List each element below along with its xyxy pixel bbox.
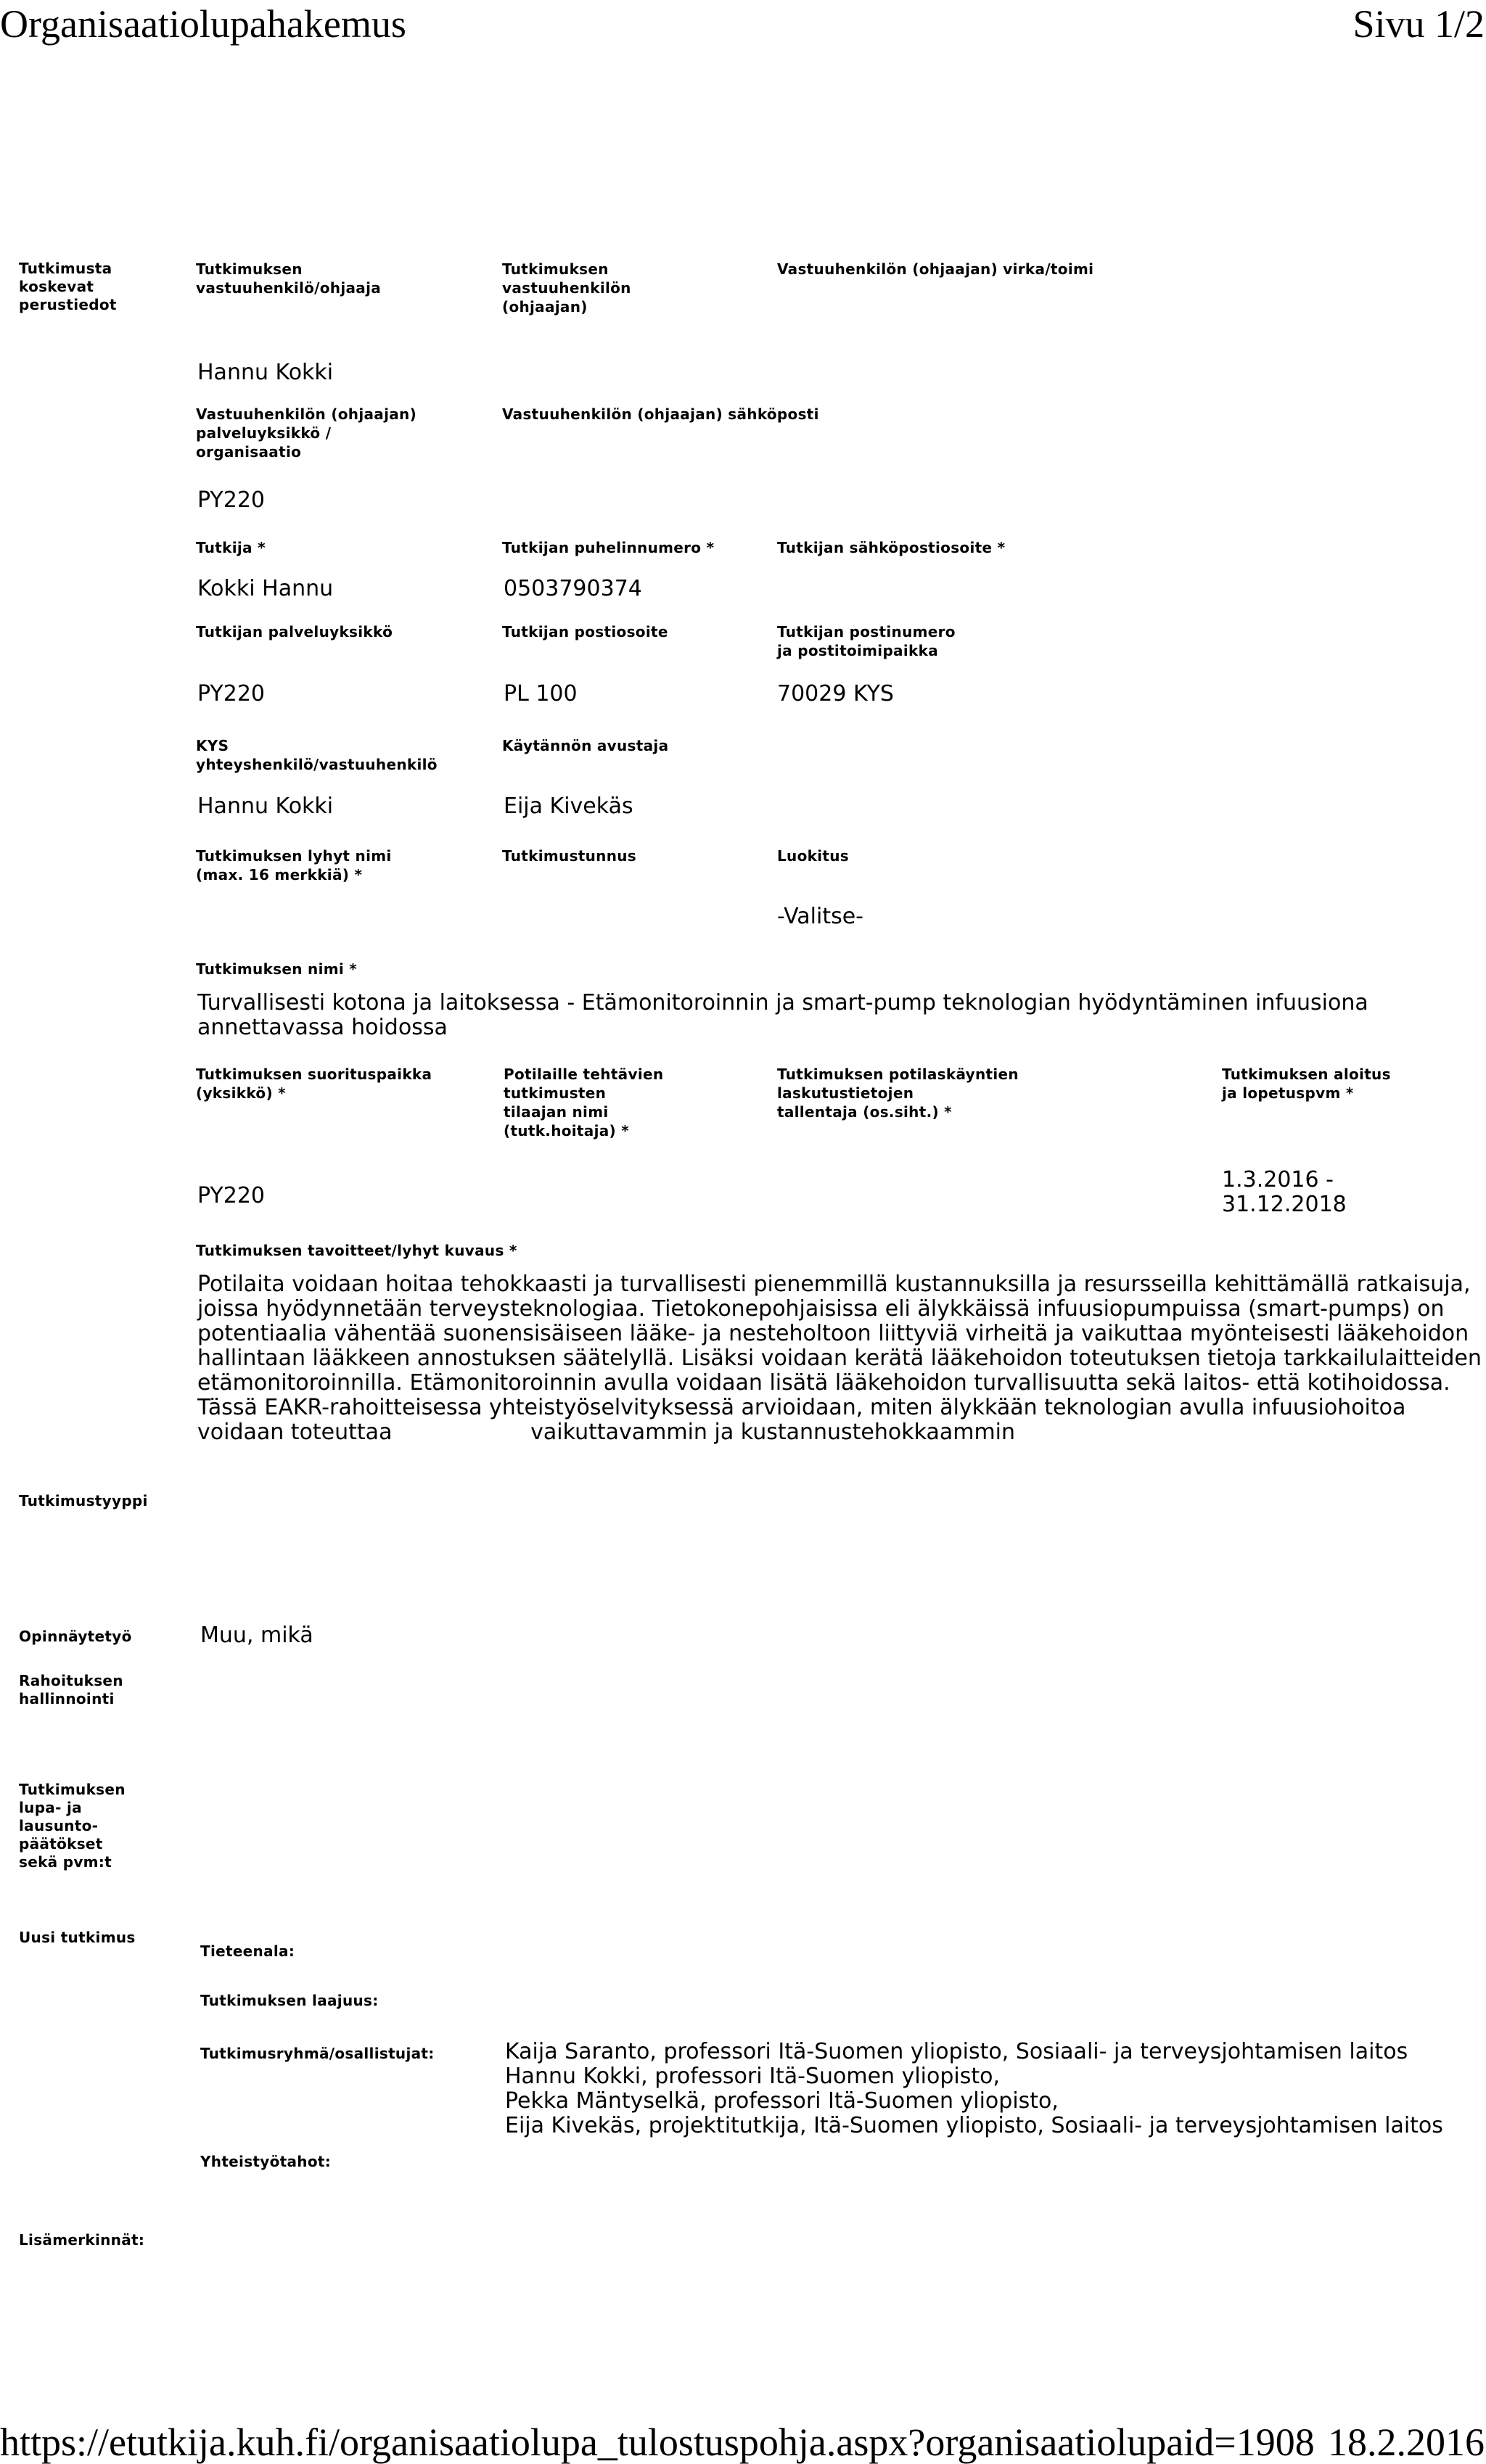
label-research-name: Tutkimuksen nimi * (196, 960, 358, 978)
label-researcher-phone: Tutkijan puhelinnumero * (502, 539, 715, 556)
footer-url[interactable]: https://etutkija.kuh.fi/organisaatiolupa_tulostuspohja.aspx?organisaatiolupaid=1908 (0, 2420, 1315, 2464)
label-researcher: Tutkija * (196, 539, 266, 556)
label-kys-contact: KYS yhteyshenkilö/vastuuhenkilö (196, 737, 438, 773)
value-dates: 1.3.2016 - 31.12.2018 (1222, 1167, 1347, 1217)
label-execution-place: Tutkimuksen suorituspaikka (yksikkö) * (196, 1066, 432, 1102)
label-patient-tasks: Potilaille tehtävien tutkimusten tilaajan nimi (tutk.hoitaja) * (504, 1066, 664, 1140)
goals-line: etämonitoroinnilla. Etämonitoroinnin avulla voidaan lisätä lääkehoidon turvallisuutta sekä laitos- että kotihoidossa. (197, 1370, 1450, 1396)
value-research-name: Turvallisesti kotona ja laitoksessa - Etämonitoroinnin ja smart-pump teknologian hyödyntäminen infuusiona annettavassa hoidossa (197, 990, 1368, 1040)
label-researcher-unit: Tutkijan palveluyksikkö (196, 623, 393, 640)
label-partners: Yhteistyötahot: (200, 2153, 332, 2170)
goals-line: Tässä EAKR-rahoitteisessa yhteistyöselvityksessä arvioidaan, miten älykkään teknologian avulla infuusiohoitoa (197, 1395, 1406, 1420)
value-responsible-name: Hannu Kokki (197, 360, 334, 385)
label-research-id: Tutkimustunnus (502, 847, 637, 865)
label-researcher-postcode: Tutkijan postinumero ja postitoimipaikka (777, 623, 956, 659)
goals-line: Potilaita voidaan hoitaa tehokkaasti ja turvallisesti pienemmillä kustannuksilla ja resursseilla kehittämällä ratkaisuja, (197, 1272, 1471, 1297)
label-dates: Tutkimuksen aloitus ja lopetuspvm * (1222, 1066, 1391, 1102)
label-responsible-title: Vastuuhenkilön (ohjaajan) virka/toimi (777, 260, 1094, 278)
group-member: Eija Kivekäs, projektitutkija, Itä-Suomen yliopisto, Sosiaali- ja terveysjohtamisen laitos (505, 2113, 1443, 2138)
value-execution-place: PY220 (197, 1183, 266, 1208)
label-field: Tieteenala: (200, 1942, 295, 1960)
value-kys-contact: Hannu Kokki (197, 794, 334, 819)
section-thesis: Opinnäytetyö (19, 1628, 132, 1645)
value-postal: PL 100 (504, 681, 578, 706)
value-goals (197, 1272, 1482, 1445)
section-basic-info: Tutkimusta koskevat perustiedot (19, 260, 117, 313)
document-title: Organisaatiolupahakemus (0, 2, 406, 46)
label-billing: Tutkimuksen potilaskäyntien laskutustietojen tallentaja (os.siht.) * (777, 1066, 1019, 1121)
goals-line: potentiaalia vähentää suonensisäiseen lääke- ja nesteholtoon liittyviä virheitä ja vaikuttaa myönteisesti lääkehoidon (197, 1321, 1469, 1346)
goals-line: hallintaan lääkkeen annostuksen säätelyllä. Lisäksi voidaan kerätä lääkehoidon toteutuksen tietoja tarkkailulaitteiden (197, 1346, 1482, 1371)
value-researcher-unit: PY220 (197, 681, 266, 706)
label-responsible-person-2: Tutkimuksen vastuuhenkilön (ohjaajan) (502, 260, 631, 316)
label-responsible-email: Vastuuhenkilön (ohjaajan) sähköposti (502, 405, 819, 423)
value-phone: 0503790374 (504, 576, 642, 601)
label-classification: Luokitus (777, 847, 849, 865)
footer-date: 18.2.2016 (1328, 2420, 1485, 2464)
section-notes: Lisämerkinnät: (19, 2231, 145, 2249)
value-assistant: Eija Kivekäs (504, 794, 633, 819)
label-scope: Tutkimuksen laajuus: (200, 1992, 379, 2009)
value-postcode: 70029 KYS (777, 681, 894, 706)
goals-line: voidaan toteuttaa vaikuttavammin ja kustannustehokkaammin (197, 1420, 1016, 1445)
label-group: Tutkimusryhmä/osallistujat: (200, 2045, 435, 2062)
label-short-name: Tutkimuksen lyhyt nimi (max. 16 merkkiä) * (196, 847, 392, 883)
value-responsible-unit: PY220 (197, 487, 266, 513)
goals-line: joissa hyödynnetään terveysteknologiaa. Tietokonepohjaisissa eli älykkäissä infuusiopumpuissa (smart-pumps) on (197, 1296, 1445, 1322)
label-goals: Tutkimuksen tavoitteet/lyhyt kuvaus * (196, 1242, 517, 1259)
value-group-members (505, 2040, 1443, 2138)
section-permits: Tutkimuksen lupa- ja lausunto- päätökset sekä pvm:t (19, 1781, 126, 1871)
section-research-type: Tutkimustyyppi (19, 1492, 148, 1509)
label-practical-assistant: Käytännön avustaja (502, 737, 669, 754)
value-thesis: Muu, mikä (200, 1623, 313, 1648)
group-member: Kaija Saranto, professori Itä-Suomen yliopisto, Sosiaali- ja terveysjohtamisen laitos (505, 2039, 1408, 2064)
section-new-research: Uusi tutkimus (19, 1929, 136, 1946)
page-number: Sivu 1/2 (1352, 2, 1485, 46)
value-researcher: Kokki Hannu (197, 576, 334, 601)
value-classification: -Valitse- (777, 904, 863, 929)
label-researcher-postal: Tutkijan postiosoite (502, 623, 668, 640)
label-responsible-unit: Vastuuhenkilön (ohjaajan) palveluyksikkö / organisaatio (196, 405, 417, 461)
group-member: Pekka Mäntyselkä, professori Itä-Suomen yliopisto, (505, 2088, 1059, 2114)
section-funding: Rahoituksen hallinnointi (19, 1672, 123, 1707)
label-responsible-person: Tutkimuksen vastuuhenkilö/ohjaaja (196, 260, 382, 297)
group-member: Hannu Kokki, professori Itä-Suomen yliopisto, (505, 2064, 1001, 2089)
label-researcher-email: Tutkijan sähköpostiosoite * (777, 539, 1006, 556)
